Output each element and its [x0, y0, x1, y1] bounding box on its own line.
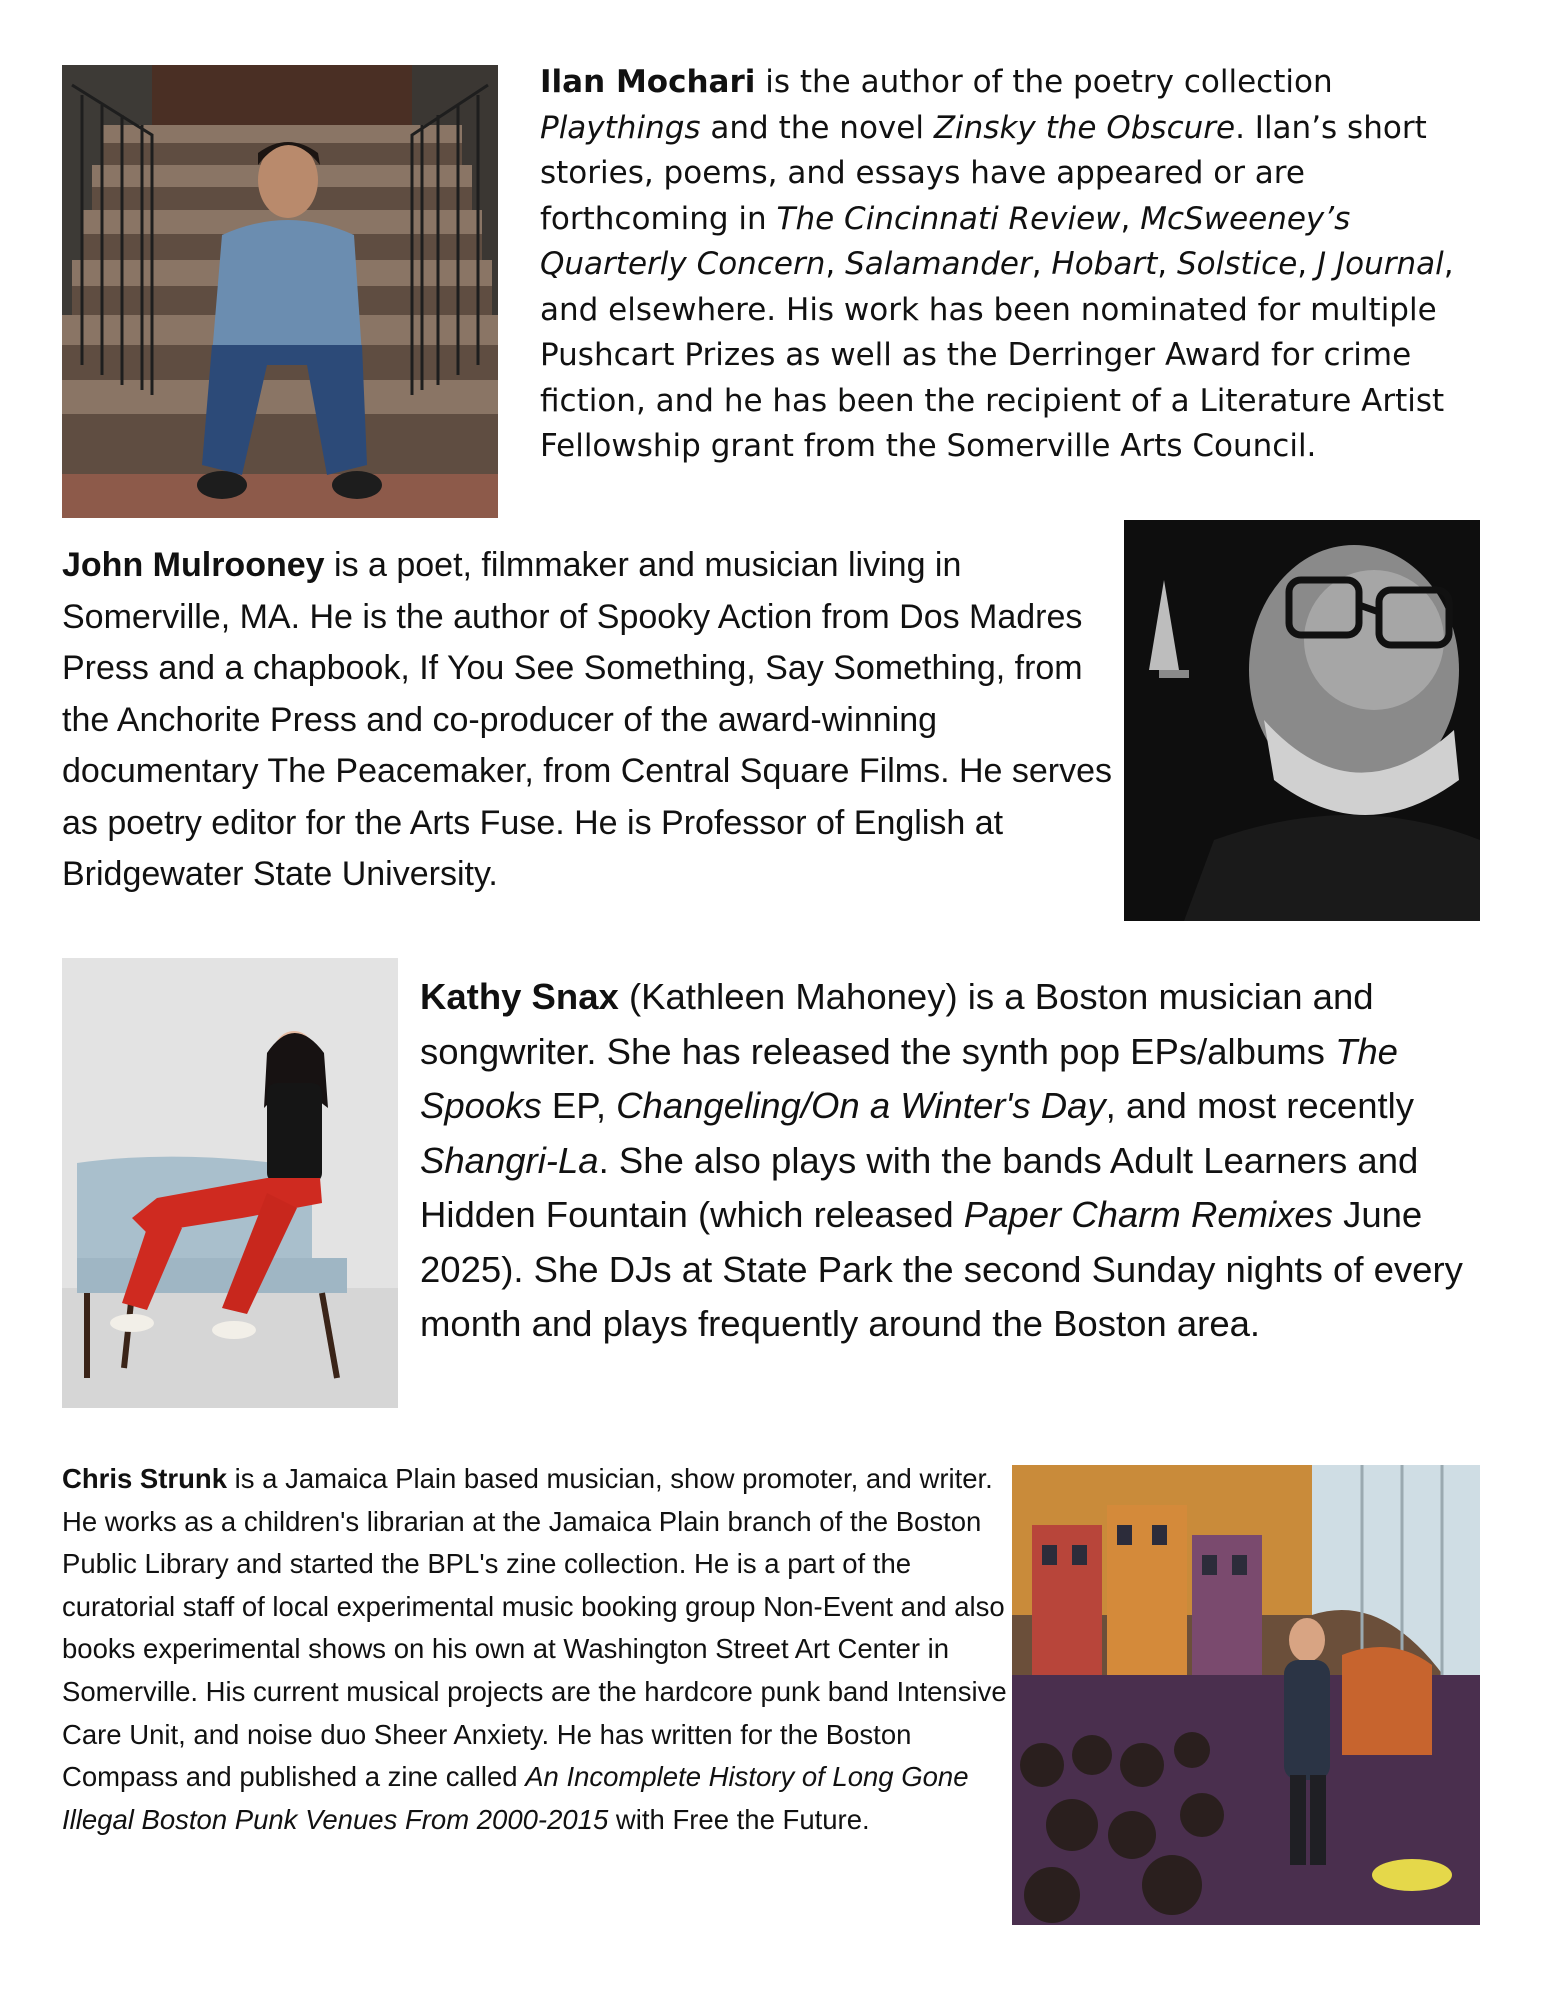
- bio-title: The Spooks: [420, 1030, 1398, 1126]
- bio-name: Kathy Snax: [420, 976, 619, 1017]
- bio-text: is a poet, filmmaker and musician living in Somerville, MA. He is the author of Spooky Action from Dos Madres Press and a chapbook, If You See Something, Say Something, from the Anchorite Press and co-producer of the award-winning documentary The Peacemaker, from Central Square Films. He serves as poetry editor for the Arts Fuse. He is Professor of English at Bridgewater State University.: [62, 546, 1113, 893]
- bio-title: Solstice: [1176, 246, 1298, 282]
- bio-text: . Ilan’s short stories, poems, and essays have appeared or are forthcoming in: [540, 109, 1427, 237]
- bio-name: Ilan Mochari: [540, 64, 756, 100]
- bio-title: Hobart: [1051, 246, 1158, 282]
- bio-title: Salamander: [845, 246, 1032, 282]
- bio-text: (Kathleen Mahoney) is a Boston musician and songwriter. She has released the synth pop EPs/albums: [420, 976, 1374, 1072]
- bio-title: The Cincinnati Review: [776, 200, 1121, 237]
- bio-text: , and elsewhere. His work has been nominated for multiple Pushcart Prizes as well as the Derringer Award for crime fiction, and he has been the recipient of a Literature Artist Fellowship grant from the Somerville Arts Council.: [540, 246, 1454, 464]
- bio-text: is the author of the poetry collection: [755, 64, 1333, 100]
- bio-title: Changeling/On a Winter's Day: [616, 1085, 1106, 1126]
- bio-name: Chris Strunk: [62, 1463, 228, 1494]
- bio-title: Playthings: [540, 109, 701, 146]
- ilan-mochari-photo: [62, 65, 498, 518]
- bio-text: ,: [1031, 246, 1052, 282]
- chris-strunk-photo: [1012, 1465, 1480, 1925]
- bio-ilan-mochari: [540, 60, 1500, 470]
- bio-title: J Journal: [1317, 246, 1444, 282]
- bio-text: ,: [1157, 246, 1177, 282]
- bio-text: . She also plays with the bands Adult Learners and Hidden Fountain (which released: [420, 1139, 1419, 1235]
- bio-text: ,: [825, 246, 846, 282]
- kathy-snax-photo: [62, 958, 398, 1408]
- bio-title: McSweeney’s Quarterly Concern: [540, 200, 1351, 282]
- bio-chris-strunk: [62, 1458, 1022, 1841]
- bio-name: John Mulrooney: [62, 546, 325, 584]
- bio-kathy-snax: [420, 970, 1500, 1352]
- bio-text: EP,: [541, 1085, 617, 1126]
- bio-title: Shangri-La: [420, 1139, 599, 1181]
- bio-text: is a Jamaica Plain based musician, show promoter, and writer. He works as a children's librarian at the Jamaica Plain branch of the Boston Public Library and started the BPL's zine collection. He is a part of the curatorial staff of local experimental music booking group Non-Event and also books experimental shows on his own at Washington Street Art Center in Somerville. His current musical projects are the hardcore punk band Intensive Care Unit, and noise duo Sheer Anxiety. He has written for the Boston Compass and published a zine called: [62, 1463, 1007, 1793]
- bio-title: Zinsky the Obscure: [933, 109, 1236, 146]
- bio-text: ,: [1297, 246, 1317, 282]
- bio-title: An Incomplete History of Long Gone Illegal Boston Punk Venues From 2000-2015: [62, 1761, 969, 1835]
- bio-text: , and most recently: [1105, 1085, 1415, 1126]
- bio-title: Paper Charm Remixes: [963, 1194, 1333, 1235]
- bio-text: with Free the Future.: [608, 1803, 870, 1835]
- bio-text: ,: [1120, 200, 1141, 237]
- bio-john-mulrooney: [62, 540, 1112, 901]
- bio-text: and the novel: [700, 109, 934, 146]
- john-mulrooney-photo: [1124, 520, 1480, 921]
- bio-text: June 2025). She DJs at State Park the second Sunday nights of every month and plays frequently around the Boston area.: [420, 1194, 1463, 1344]
